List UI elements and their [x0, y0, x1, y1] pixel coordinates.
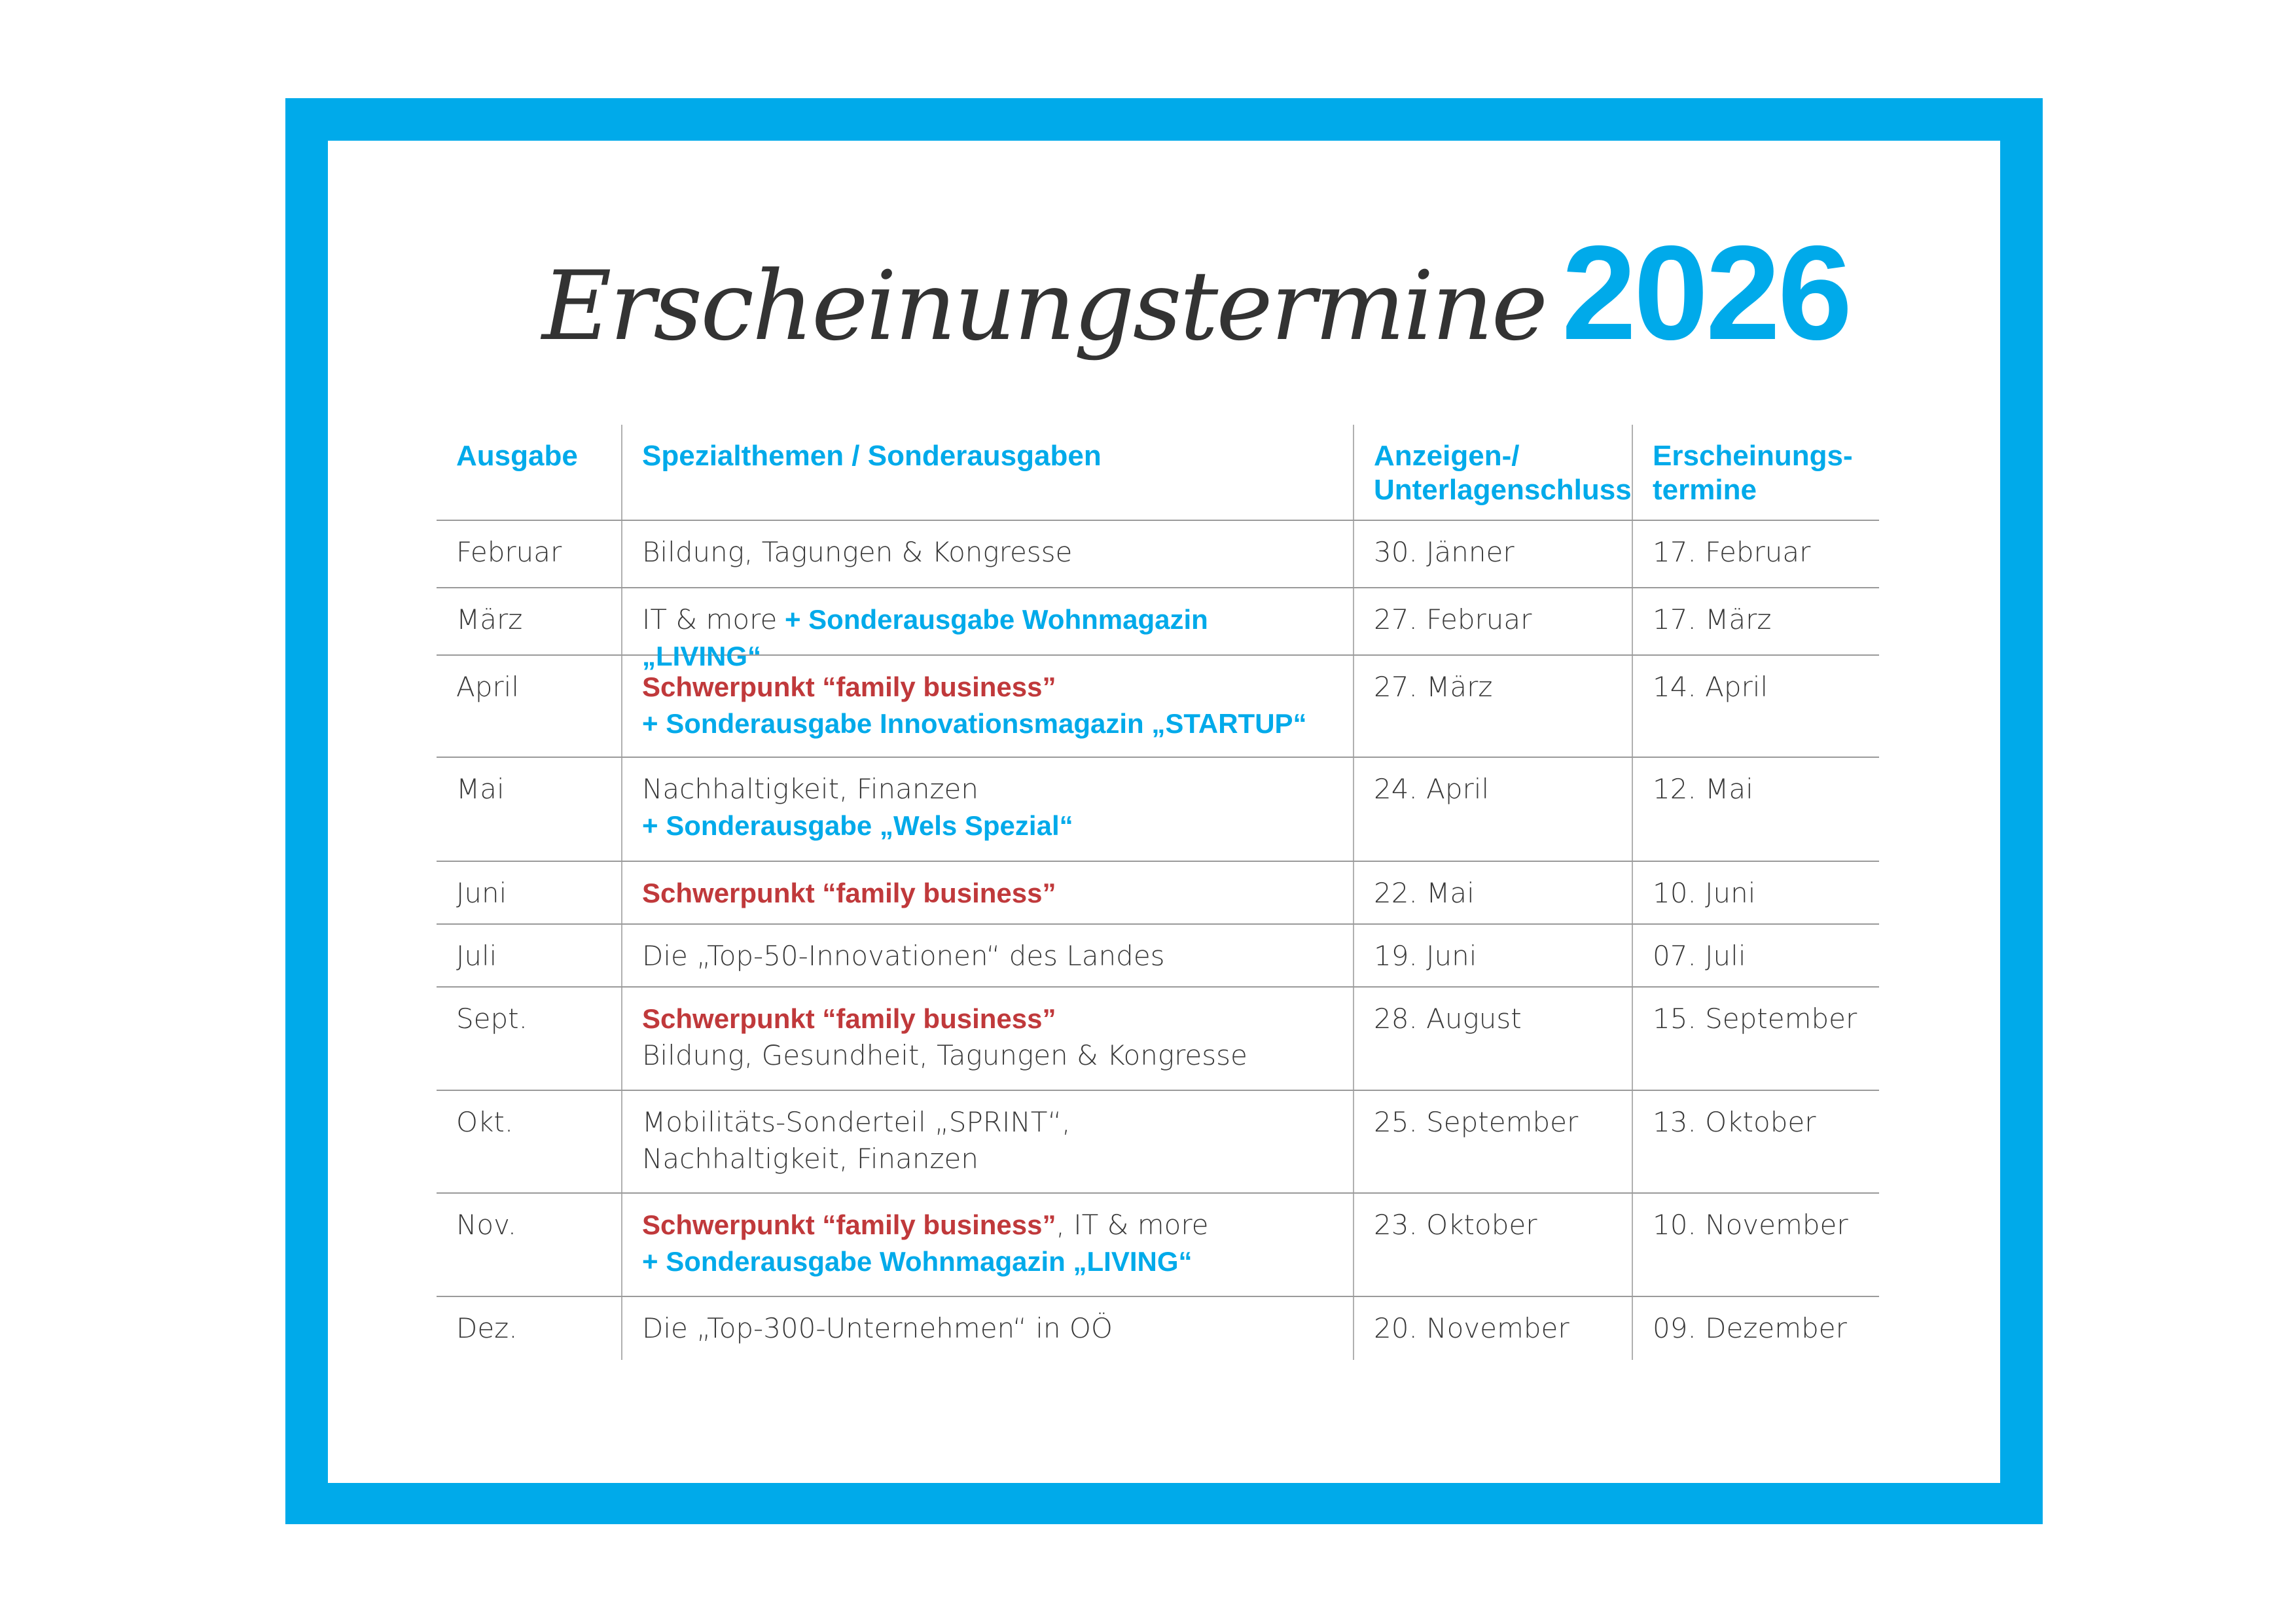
- cell-themen: Die „Top-300-Unternehmen“ in OÖ: [621, 1297, 1353, 1360]
- cell-themen: Schwerpunkt “family business”, IT & more + Sonderausgabe Wohnmagazin „LIVING“: [621, 1194, 1353, 1296]
- cell-schluss: 25. September: [1353, 1091, 1632, 1192]
- cell-themen: Schwerpunkt “family business”: [621, 862, 1353, 923]
- cell-ausgabe: Okt.: [456, 1106, 514, 1138]
- cell-ausgabe: März: [456, 603, 523, 635]
- table-row: [437, 862, 1879, 925]
- cell-termin: 09. Dezember: [1632, 1297, 1879, 1360]
- cell-ausgabe: April: [456, 671, 519, 703]
- header-termine: Erscheinungs- termine: [1632, 425, 1879, 520]
- table-row: [437, 925, 1879, 988]
- cell-ausgabe: Juli: [456, 940, 497, 972]
- cell-schluss: 20. November: [1353, 1297, 1632, 1360]
- cell-schluss: 22. Mai: [1353, 862, 1632, 923]
- title-script: Erscheinungstermine: [542, 251, 1547, 362]
- cell-termin: 14. April: [1632, 656, 1879, 757]
- cell-themen: Mobilitäts-Sonderteil „SPRINT“, Nachhaltigkeit, Finanzen: [621, 1091, 1353, 1192]
- cell-schluss: 27. März: [1353, 656, 1632, 757]
- cell-termin: 17. Februar: [1632, 521, 1879, 587]
- header-themen: Spezialthemen / Sonderausgaben: [621, 425, 1353, 520]
- table-row: [437, 588, 1879, 671]
- cell-themen: Bildung, Tagungen & Kongresse: [621, 521, 1353, 587]
- schedule-table: [437, 425, 1879, 1360]
- header-ausgabe: Ausgabe: [456, 440, 578, 472]
- cell-ausgabe: Sept.: [456, 1003, 528, 1035]
- cell-termin: 07. Juli: [1632, 925, 1879, 986]
- cell-ausgabe: Dez.: [456, 1312, 518, 1344]
- table-row: [437, 521, 1879, 588]
- cell-schluss: 19. Juni: [1353, 925, 1632, 986]
- cell-schluss: 24. April: [1353, 758, 1632, 861]
- table-row: [437, 1194, 1879, 1297]
- table-row: [437, 656, 1879, 758]
- table-header: [437, 425, 1879, 521]
- cell-themen: Nachhaltigkeit, Finanzen + Sonderausgabe „Wels Spezial“: [621, 758, 1353, 861]
- table-row: [437, 1091, 1879, 1194]
- cell-ausgabe: Juni: [456, 877, 507, 909]
- cell-termin: 15. September: [1632, 988, 1879, 1090]
- cell-themen: Schwerpunkt “family business” + Sonderausgabe Innovationsmagazin „STARTUP“: [621, 656, 1353, 757]
- cell-themen: Schwerpunkt “family business” Bildung, Gesundheit, Tagungen & Kongresse: [621, 988, 1353, 1090]
- table-row: [437, 988, 1879, 1091]
- page-title: [542, 216, 1850, 366]
- cell-themen: IT & more + Sonderausgabe Wohnmagazin „LIVING“: [621, 588, 1353, 654]
- cell-schluss: 27. Februar: [1353, 588, 1632, 654]
- header-schluss: Anzeigen-/ Unterlagenschluss: [1353, 425, 1632, 520]
- cell-ausgabe: Mai: [456, 773, 505, 805]
- table-row: [437, 758, 1879, 862]
- cell-ausgabe: Nov.: [456, 1209, 517, 1241]
- cell-termin: 17. März: [1632, 588, 1879, 654]
- cell-termin: 10. Juni: [1632, 862, 1879, 923]
- cell-termin: 13. Oktober: [1632, 1091, 1879, 1192]
- cell-themen: Die „Top-50-Innovationen“ des Landes: [621, 925, 1353, 986]
- cell-schluss: 30. Jänner: [1353, 521, 1632, 587]
- title-year: 2026: [1562, 218, 1850, 368]
- table-row: [437, 1297, 1879, 1360]
- cell-termin: 10. November: [1632, 1194, 1879, 1296]
- cell-ausgabe: Februar: [456, 536, 562, 568]
- cell-termin: 12. Mai: [1632, 758, 1879, 861]
- cell-schluss: 28. August: [1353, 988, 1632, 1090]
- cell-schluss: 23. Oktober: [1353, 1194, 1632, 1296]
